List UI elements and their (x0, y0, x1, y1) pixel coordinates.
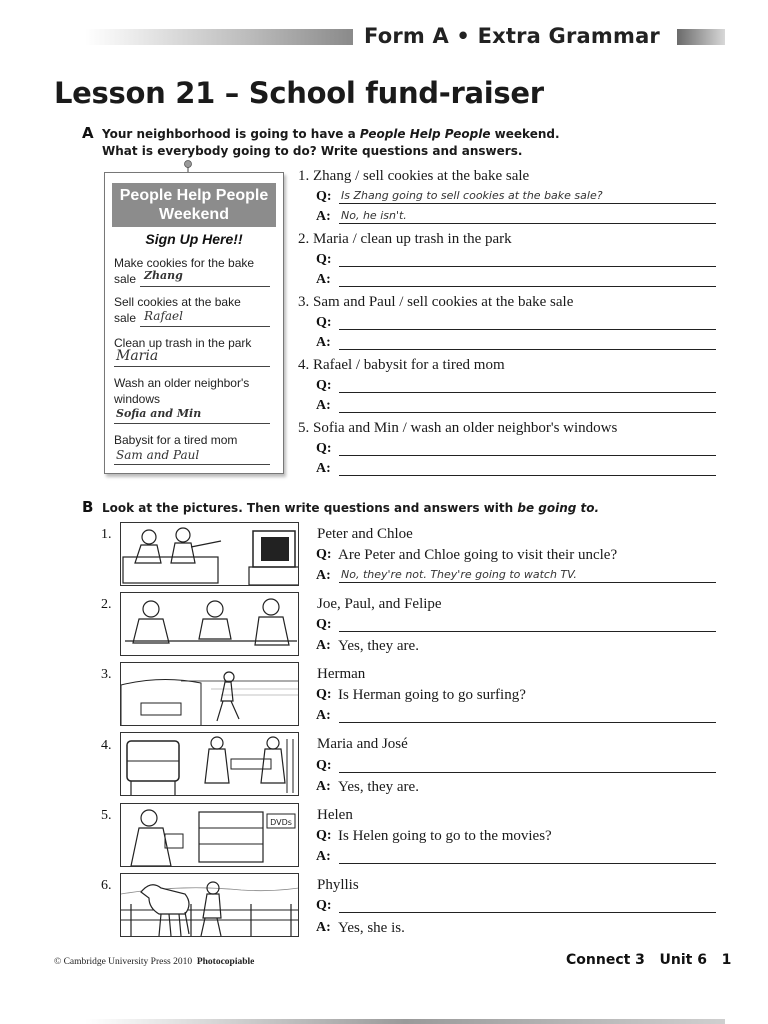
q-label: Q: (316, 378, 332, 393)
picture-horse-riding (120, 873, 299, 937)
b-item-name: Helen (317, 807, 353, 823)
q-label: Q: (316, 189, 332, 204)
tv-scene-illustration (121, 523, 299, 586)
horse-scene-illustration (121, 874, 299, 937)
a-label: A: (316, 638, 331, 653)
card-entry-task: Sell cookies at the bake (114, 295, 241, 309)
table-scene-illustration (121, 593, 299, 656)
a-label: A: (316, 779, 331, 794)
b-item-name: Joe, Paul, and Felipe (317, 596, 442, 612)
card-entry-name: Maria (116, 348, 159, 364)
header-end-bar (677, 29, 725, 45)
a-label: A: (316, 849, 331, 864)
card-signup-line (114, 464, 270, 465)
footer-unit-page: Connect 3 Unit 6 1 (566, 952, 732, 968)
b-item-number: 1. (101, 527, 112, 542)
card-entry-name: Sofia and Min (116, 407, 202, 420)
card-entry-task: sale (114, 311, 137, 325)
q-label: Q: (316, 441, 332, 456)
b-item-number: 2. (101, 597, 112, 612)
b-item-answer: Yes, they are. (338, 779, 419, 795)
copyright-text: © Cambridge University Press 2010 (54, 957, 193, 967)
a-item-prompt: 5. Sofia and Min / wash an older neighbor's windows (298, 420, 618, 436)
picture-watching-tv (120, 522, 299, 586)
form-header-title: Form A • Extra Grammar (364, 24, 660, 48)
a-item-prompt: 3. Sam and Paul / sell cookies at the bake sale (298, 294, 574, 310)
card-entry (114, 294, 272, 326)
card-entry-name: Zhang (144, 269, 183, 282)
section-b-letter: B (82, 498, 94, 516)
card-entry-task: Make cookies for the bake (114, 256, 255, 270)
a-answer-line[interactable] (339, 223, 716, 224)
card-entry-task: Clean up trash in the park (114, 336, 252, 350)
b-item-question: Are Peter and Chloe going to visit their uncle? (338, 547, 618, 563)
q-label: Q: (316, 828, 332, 843)
card-entry-name: Sam and Paul (116, 448, 200, 462)
q-label: Q: (316, 617, 332, 632)
b-item-question: Is Herman going to go surfing? (338, 687, 526, 703)
q-answer-line[interactable] (339, 455, 716, 456)
b-item-number: 3. (101, 667, 112, 682)
q-label: Q: (316, 758, 332, 773)
instr-b-pre: Look at the pictures. Then write questions and answers with (102, 501, 518, 515)
card-entry (114, 432, 272, 448)
q-answer-line[interactable] (339, 912, 716, 913)
card-entry-task: Wash an older neighbor's (114, 376, 250, 390)
q-label: Q: (316, 898, 332, 913)
a-answer-line[interactable] (339, 582, 716, 583)
beach-scene-illustration (121, 663, 299, 726)
q-label: Q: (316, 547, 332, 562)
a-answer-line[interactable] (339, 412, 716, 413)
b-item-number: 4. (101, 738, 112, 753)
dvd-sign-text: DVDs (270, 818, 292, 827)
photocopiable-label: Photocopiable (196, 957, 255, 967)
card-signup-line (140, 286, 270, 287)
lesson-title: Lesson 21 – School fund-raiser (54, 76, 544, 110)
card-signup-line (114, 366, 270, 367)
a-item-prompt: 2. Maria / clean up trash in the park (298, 231, 512, 247)
b-item-number: 6. (101, 878, 112, 893)
card-heading-line2: Weekend (159, 206, 229, 223)
q-answer-line[interactable] (339, 266, 716, 267)
instr-a-post: weekend. (490, 127, 560, 141)
b-item-number: 5. (101, 808, 112, 823)
q-answer-line[interactable] (339, 392, 716, 393)
card-entry-name: Rafael (144, 309, 183, 323)
a-label: A: (316, 209, 331, 224)
a-answer-line[interactable] (339, 475, 716, 476)
signup-card-heading (112, 183, 276, 227)
card-heading-line1: People Help People (119, 187, 269, 204)
a-label: A: (316, 920, 331, 935)
b-item-name: Herman (317, 666, 366, 682)
q-answer-line[interactable] (339, 631, 716, 632)
a-item-prompt: 4. Rafael / babysit for a tired mom (298, 357, 505, 373)
section-a-letter: A (82, 124, 94, 142)
picture-dvd-store (120, 803, 299, 867)
b-item-answer: Yes, they are. (338, 638, 419, 654)
instr-b-em: be going to. (517, 501, 600, 515)
a-item-prompt: 1. Zhang / sell cookies at the bake sale (298, 168, 530, 184)
section-a-instructions (102, 126, 702, 160)
a-item-question-handwritten: Is Zhang going to sell cookies at the bake sale? (341, 189, 603, 202)
a-label: A: (316, 461, 331, 476)
instr-a-line2: What is everybody going to do? Write questions and answers. (102, 144, 523, 158)
picture-grill (120, 732, 299, 796)
card-entry-task: sale (114, 272, 137, 286)
q-label: Q: (316, 315, 332, 330)
card-entry (114, 255, 272, 287)
q-answer-line[interactable] (339, 772, 716, 773)
a-answer-line[interactable] (339, 722, 716, 723)
q-answer-line[interactable] (339, 203, 716, 204)
b-item-answer: Yes, she is. (338, 920, 405, 936)
instr-a-em: People Help People (359, 127, 491, 141)
a-label: A: (316, 272, 331, 287)
grill-scene-illustration (121, 733, 299, 796)
b-item-question: Is Helen going to go to the movies? (338, 828, 552, 844)
a-label: A: (316, 335, 331, 350)
dvd-store-illustration (121, 804, 299, 867)
card-entry-task: Babysit for a tired mom (114, 433, 238, 447)
b-item-name: Maria and José (317, 736, 408, 752)
picture-three-boys-at-table (120, 592, 299, 656)
a-answer-line[interactable] (339, 863, 716, 864)
q-answer-line[interactable] (339, 329, 716, 330)
b-item-answer-handwritten: No, they're not. They're going to watch TV. (341, 568, 577, 581)
instr-a-pre: Your neighborhood is going to have a (102, 127, 360, 141)
a-label: A: (316, 708, 331, 723)
a-answer-line[interactable] (339, 286, 716, 287)
header-fade-bar (85, 29, 353, 45)
q-label: Q: (316, 687, 332, 702)
signup-card (104, 172, 284, 474)
bottom-fade-bar (85, 1019, 725, 1024)
a-label: A: (316, 398, 331, 413)
a-label: A: (316, 568, 331, 583)
b-item-name: Peter and Chloe (317, 526, 413, 542)
card-entry (114, 375, 272, 407)
card-signup-line (140, 326, 270, 327)
footer-copyright (54, 957, 254, 967)
card-entry-task: windows (114, 392, 161, 406)
b-item-name: Phyllis (317, 877, 359, 893)
picture-beach (120, 662, 299, 726)
a-item-answer-handwritten: No, he isn't. (341, 209, 407, 222)
card-signup-line (114, 423, 270, 424)
a-answer-line[interactable] (339, 349, 716, 350)
section-b-instructions (102, 500, 599, 517)
q-label: Q: (316, 252, 332, 267)
signup-here-label: Sign Up Here!! (145, 231, 243, 247)
